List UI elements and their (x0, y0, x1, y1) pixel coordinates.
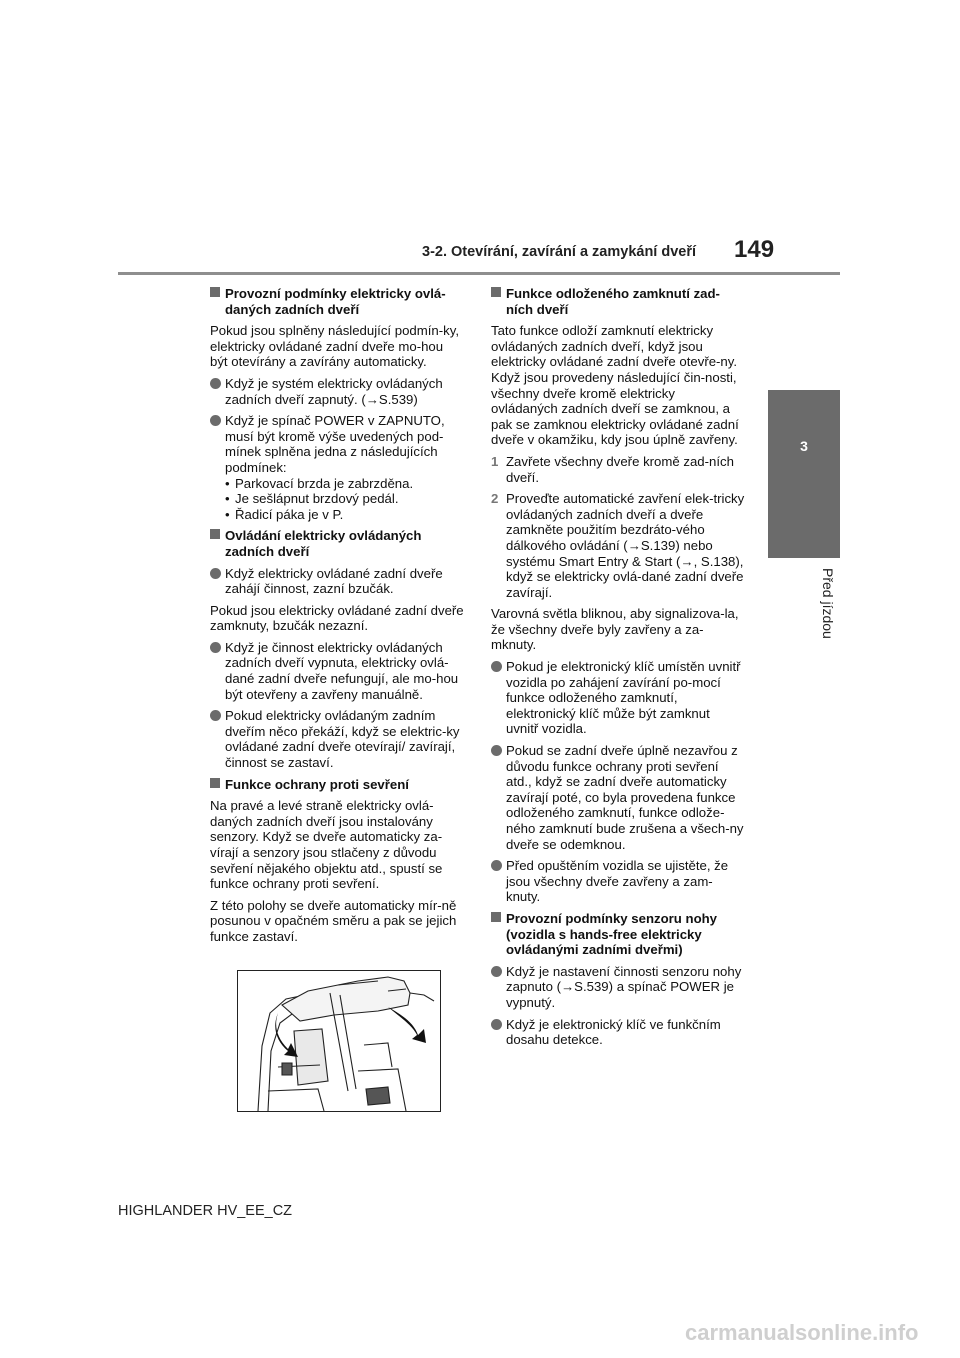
step-text: Zavřete všechny dveře kromě zad-ních dveří. (506, 453, 734, 485)
circle-bullet-icon (491, 661, 502, 672)
bullet-text: Když je systém elektricky ovládaných zadních dveří zapnutý. (→S.539) (225, 375, 443, 407)
circle-bullet-icon (210, 415, 221, 426)
chapter-tab[interactable] (768, 390, 840, 558)
bullet-text: Když je elektronický klíč ve funkčním dosahu detekce. (506, 1016, 721, 1048)
square-bullet-icon (210, 287, 220, 297)
chapter-number: 3 (800, 438, 808, 454)
circle-bullet-icon (491, 745, 502, 756)
circle-bullet-icon (210, 710, 221, 721)
paragraph: Pokud jsou elektricky ovládané zadní dveře zamknuty, bzučák nezazní. (210, 602, 464, 634)
paragraph: Na pravé a levé straně elektricky ovlá-daných zadních dveří jsou instalovány senzory. Když se dveře automaticky za-vírají a senzory jsou stlačeny z důvodu sevření nějakého objektu atd., spustí se funkce ochrany proti sevření. (210, 798, 443, 892)
section-heading (210, 286, 464, 317)
heading-text: Ovládání elektricky ovládaných zadních dveří (225, 528, 422, 559)
section-heading (491, 286, 745, 317)
circle-bullet-icon (491, 860, 502, 871)
bullet-item (491, 858, 745, 905)
bullet-item (491, 1017, 745, 1048)
circle-bullet-icon (210, 568, 221, 579)
bullet-text: Když je nastavení činnosti senzoru nohy zapnuto (→S.539) a spínač POWER je vypnutý. (506, 963, 742, 1010)
tailgate-illustration (237, 970, 441, 1112)
model-id: HIGHLANDER HV_EE_CZ (118, 1203, 293, 1219)
bullet-item (210, 376, 464, 407)
heading-text: Provozní podmínky elektricky ovlá-daných zadních dveří (225, 286, 446, 317)
bullet-text: Když je činnost elektricky ovládaných zadních dveří vypnuta, elektricky ovlá-dané zadní dveře nefungují, ale mo-hou být otevřeny a zavřeny manuálně. (225, 639, 459, 702)
square-bullet-icon (210, 778, 220, 788)
header-divider (118, 272, 840, 275)
bullet-item (210, 566, 464, 597)
step-item (491, 491, 745, 600)
step-text: Proveďte automatické zavření elek-tricky ovládaných zadních dveří a dveře zamkněte použitím bezdráto-vého dálkového ovládání (→S.139) nebo systému Smart Entry & Start (→, S.138), když se elektricky ovlá-dané zadní dveře zavírají. (506, 491, 745, 600)
bullet-item (491, 743, 745, 852)
square-bullet-icon (491, 287, 501, 297)
bullet-item (210, 413, 464, 522)
bullet-text: Pokud se zadní dveře úplně nezavřou z důvodu funkce ochrany proti sevření atd., když se zadní dveře automaticky zavírají poté, co byla provedena funkce odloženého zamknutí, funkce odlože-ného zamknutí bude zrušena a všech-ny dveře se odemknou. (506, 743, 744, 852)
bullet-item (210, 708, 464, 770)
bullet-text: Pokud elektricky ovládaným zadním dveřím něco překáží, když se elektric-ky ovládané zadní dveře otevírají/ zavírají, činnost se zastaví. (225, 708, 460, 771)
condition-list (225, 476, 464, 523)
right-column (491, 280, 745, 1054)
paragraph: Tato funkce odloží zamknutí elektricky ovládaných zadních dveří, když jsou elektricky ovládané zadní dveře otevře-ny. Když jsou provedeny následující čin-nosti, všechny dveře kromě elektricky ovládaných zadních dveří se zamknou, a pak se zamknou elektricky ovládané zadní dveře v okamžiku, kdy jsou úplně zavřeny. (491, 323, 739, 448)
square-bullet-icon (491, 912, 501, 922)
paragraph: Z této polohy se dveře automaticky mír-ně posunou v opačném směru a pak se jejich funkce zastaví. (210, 897, 457, 944)
bullet-text: Když elektricky ovládané zadní dveře zahájí činnost, zazní bzučák. (225, 565, 443, 597)
circle-bullet-icon (210, 642, 221, 653)
tailgate-drawing (238, 971, 440, 1111)
bullet-item (491, 659, 745, 737)
paragraph: Varovná světla bliknou, aby signalizova-la, že všechny dveře byly zavřeny a za-mknuty. (491, 606, 739, 653)
section-heading (210, 777, 464, 793)
page-number: 149 (734, 236, 775, 263)
bullet-text: Když je spínač POWER v ZAPNUTO, musí být kromě výše uvedených pod-mínek splněna jedna z následujících podmínek: (225, 413, 445, 475)
paragraph: Pokud jsou splněny následující podmín-ky, elektricky ovládané zadní dveře mo-hou být otevírány a zavírány automaticky. (210, 323, 459, 370)
chapter-label: Před jízdou (820, 568, 836, 639)
condition-item: • Řadicí páka je v P. (225, 507, 464, 523)
left-column (210, 280, 464, 951)
bullet-text: Před opuštěním vozidla se ujistěte, že jsou všechny dveře zavřeny a zam-knuty. (506, 858, 729, 905)
step-number: 1 (491, 453, 499, 469)
circle-bullet-icon (491, 966, 502, 977)
heading-text: Funkce odloženého zamknutí zad-ních dveří (506, 286, 720, 317)
watermark: carmanualsonline.info (685, 1320, 919, 1345)
condition-item: • Parkovací brzda je zabrzděna. (225, 476, 464, 492)
section-heading (210, 528, 464, 559)
square-bullet-icon (210, 529, 220, 539)
section-title: 3-2. Otevírání, zavírání a zamykání dveří (422, 244, 697, 260)
section-heading (491, 911, 745, 958)
heading-text: Provozní podmínky senzoru nohy (vozidla s hands-free elektricky ovládanými zadními dveřmi) (506, 910, 718, 958)
bullet-item (491, 964, 745, 1011)
step-number: 2 (491, 491, 499, 507)
bullet-text: Pokud je elektronický klíč umístěn uvnitř vozidla po zahájení zavírání po-mocí funkce odloženého zamknutí, elektronický klíč může být zamknut uvnitř vozidla. (506, 659, 741, 737)
circle-bullet-icon (491, 1019, 502, 1030)
circle-bullet-icon (210, 378, 221, 389)
bullet-item (210, 640, 464, 702)
condition-item: • Je sešlápnut brzdový pedál. (225, 491, 464, 507)
step-item (491, 454, 745, 485)
heading-text: Funkce ochrany proti sevření (225, 776, 409, 792)
